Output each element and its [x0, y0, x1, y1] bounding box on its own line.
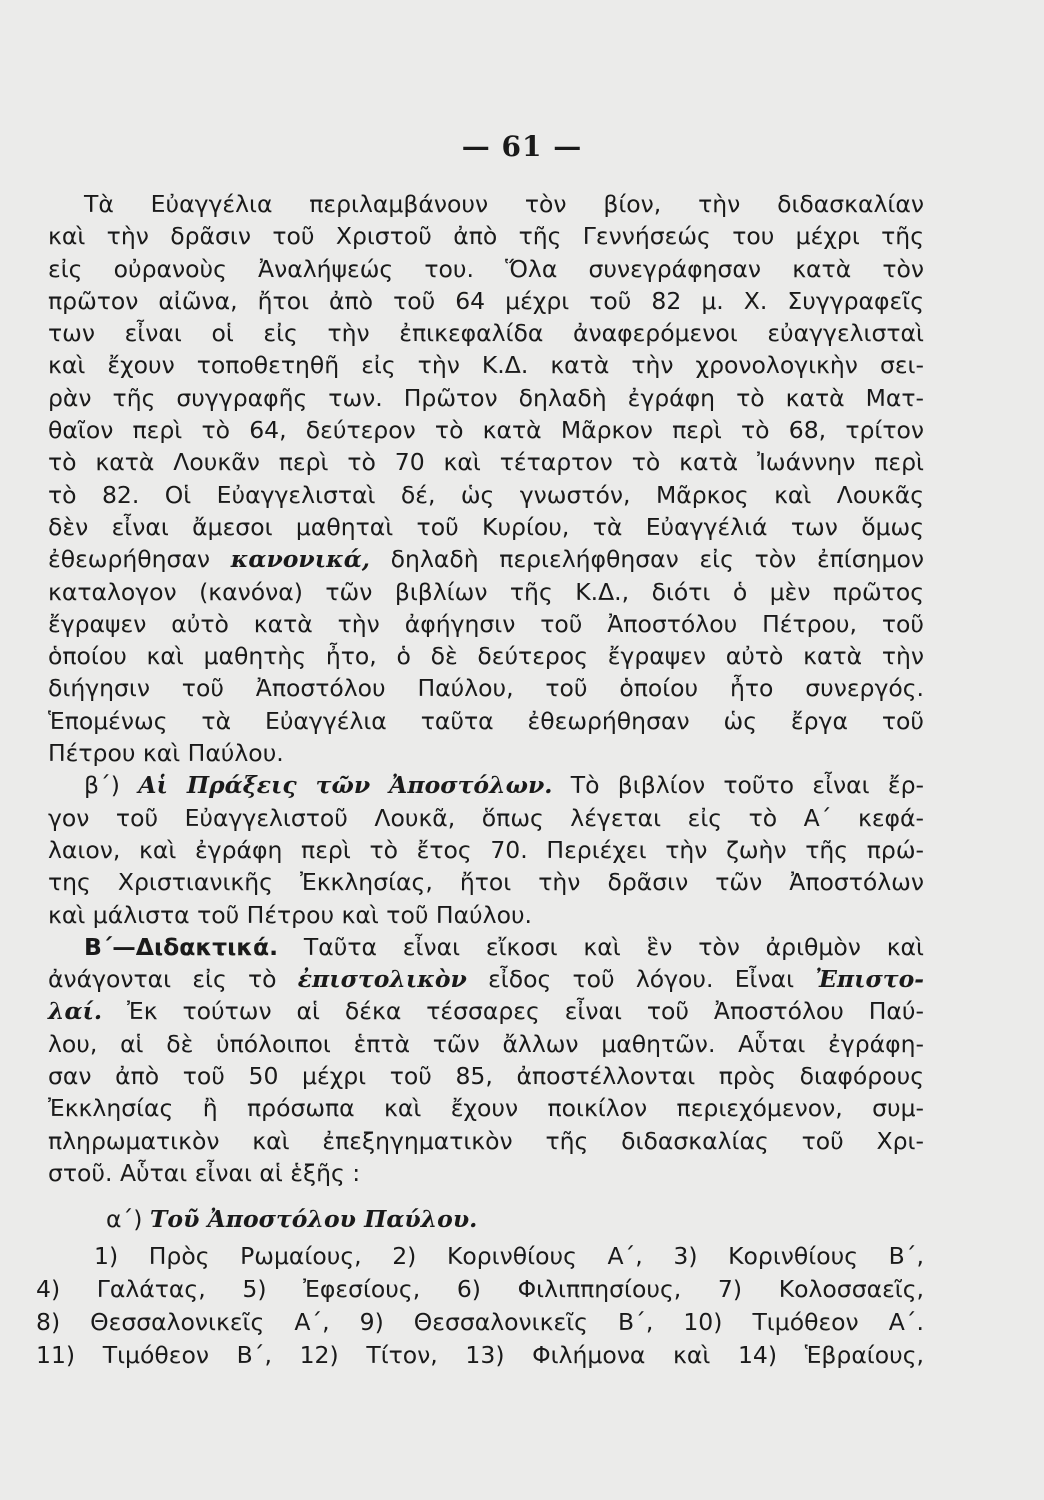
text-line: τὸ κατὰ Λουκᾶν περὶ τὸ 70 καὶ τέταρτον τὸ κατὰ Ἰωάννην περὶ	[48, 448, 924, 477]
text-line: Ἑπομένως τὰ Εὐαγγέλια ταῦτα ἐθεωρήθησαν ὡς ἔργα τοῦ	[48, 706, 924, 735]
section-label: β΄)	[84, 771, 120, 800]
emphasis-term: ἐπιστολικὸν	[297, 965, 467, 994]
subsection-heading-line	[48, 1203, 924, 1235]
text-line: της Χριστιανικῆς Ἐκκλησίας, ἤτοι τὴν δρᾶσιν τῶν Ἀποστόλων	[48, 868, 924, 897]
text-line: πληρωματικὸν καὶ ἐπεξηγηματικὸν τῆς διδασκαλίας τοῦ Χρι-	[48, 1126, 924, 1155]
text-segment: Τὸ βιβλίον τοῦτο εἶναι ἔρ-	[552, 771, 924, 800]
text-line: Ἐκκλησίας ἢ πρόσωπα καὶ ἔχουν ποικίλον περιεχόμενον, συμ-	[48, 1094, 924, 1123]
emphasis-term: κανονικά,	[230, 545, 370, 574]
text-segment: ἐθεωρήθησαν	[48, 545, 231, 574]
list-line: 11) Τιμόθεον Β΄, 12) Τίτον, 13) Φιλήμονα καὶ 14) Ἑβραίους,	[36, 1341, 924, 1369]
epistles-list	[36, 1240, 924, 1372]
list-line: 8) Θεσσαλονικεῖς Α΄, 9) Θεσσαλονικεῖς Β΄, 10) Τιμόθεον Α΄.	[36, 1308, 924, 1336]
section-heading: Β΄—Διδακτικά.	[84, 932, 279, 961]
text-line	[48, 963, 924, 995]
text-line	[48, 543, 924, 575]
text-segment: ἀνάγονται εἰς τὸ	[48, 965, 298, 994]
emphasis-term: λαί.	[48, 997, 103, 1026]
section-heading-line	[48, 931, 924, 963]
list-line: 1) Πρὸς Ρωμαίους, 2) Κορινθίους Α΄, 3) Κορινθίους Β΄,	[94, 1242, 924, 1270]
text-line: διήγησιν τοῦ Ἀποστόλου Παύλου, τοῦ ὁποίου ἦτο συνεργός.	[48, 674, 924, 703]
text-segment: δηλαδὴ περιελήφθησαν εἰς τὸν ἐπίσημον	[369, 545, 924, 574]
text-line: θαῖον περὶ τὸ 64, δεύτερον τὸ κατὰ Μᾶρκον περὶ τὸ 68, τρίτον	[48, 416, 924, 445]
text-line: καὶ ἔχουν τοποθετηθῆ εἰς τὴν Κ.Δ. κατὰ τὴν χρονολογικὴν σει-	[48, 351, 924, 380]
text-segment: Ἐκ τούτων αἱ δέκα τέσσαρες εἶναι τοῦ Ἀποστόλου Παύ-	[102, 997, 924, 1026]
text-segment: εἶδος τοῦ λόγου. Εἶναι	[466, 965, 816, 994]
text-line	[48, 995, 924, 1027]
subsection-label: α΄)	[106, 1205, 143, 1234]
text-line: καὶ μάλιστα τοῦ Πέτρου καὶ τοῦ Παύλου.	[48, 900, 533, 929]
text-line: ὁποίου καὶ μαθητὴς ἦτο, ὁ δὲ δεύτερος ἔγραψεν αὐτὸ κατὰ τὴν	[48, 642, 924, 671]
section-title: Αἱ Πράξεις τῶν Ἀποστόλων.	[138, 771, 553, 800]
text-line: ἔγραψεν αὐτὸ κατὰ τὴν ἀφήγησιν τοῦ Ἀποστόλου Πέτρου, τοῦ	[48, 609, 924, 638]
spacer	[48, 1189, 924, 1203]
text-line: πρῶτον αἰῶνα, ἤτοι ἀπὸ τοῦ 64 μέχρι τοῦ 82 μ. Χ. Συγγραφεῖς	[48, 286, 924, 315]
text-line: καὶ τὴν δρᾶσιν τοῦ Χριστοῦ ἀπὸ τῆς Γεννήσεώς του μέχρι τῆς	[48, 222, 924, 251]
page-number: — 61 —	[461, 130, 583, 163]
text-line: δὲν εἶναι ἄμεσοι μαθηταὶ τοῦ Κυρίου, τὰ Εὐαγγέλιά των ὅμως	[48, 512, 924, 541]
body-text	[48, 188, 924, 1236]
text-line: τὸ 82. Οἱ Εὐαγγελισταὶ δέ, ὡς γνωστόν, Μᾶρκος καὶ Λουκᾶς	[48, 480, 924, 509]
text-line: γον τοῦ Εὐαγγελιστοῦ Λουκᾶ, ὅπως λέγεται εἰς τὸ Α΄ κεφά-	[48, 803, 924, 832]
text-line: σαν ἀπὸ τοῦ 50 μέχρι τοῦ 85, ἀποστέλλονται πρὸς διαφόρους	[48, 1062, 924, 1091]
emphasis-term: Ἐπιστο-	[815, 965, 925, 994]
text-line: στοῦ. Αὗται εἶναι αἱ ἑξῆς :	[48, 1158, 361, 1187]
text-line: Πέτρου καὶ Παύλου.	[48, 739, 284, 768]
text-segment: Ταῦτα εἶναι εἴκοσι καὶ ἓν τὸν ἀριθμὸν καὶ	[278, 932, 924, 961]
text-line: λαιον, καὶ ἐγράφη περὶ τὸ ἔτος 70. Περιέχει τὴν ζωὴν τῆς πρώ-	[48, 835, 924, 864]
list-line: 4) Γαλάτας, 5) Ἐφεσίους, 6) Φιλιππησίους, 7) Κολοσσαεῖς,	[36, 1275, 924, 1303]
text-line: λου, αἱ δὲ ὑπόλοιποι ἑπτὰ τῶν ἄλλων μαθητῶν. Αὗται ἐγράφη-	[48, 1029, 924, 1058]
section-heading-line	[48, 769, 924, 801]
subsection-title: Τοῦ Ἀποστόλου Παύλου.	[149, 1205, 478, 1234]
text-line: εἰς οὐρανοὺς Ἀναλήψεώς του. Ὅλα συνεγράφησαν κατὰ τὸν	[48, 254, 924, 283]
text-line: καταλογον (κανόνα) τῶν βιβλίων τῆς Κ.Δ., διότι ὁ μὲν πρῶτος	[48, 577, 924, 606]
text-line: Τὰ Εὐαγγέλια περιλαμβάνουν τὸν βίον, τὴν διδασκαλίαν	[84, 190, 924, 218]
text-line: ρὰν τῆς συγγραφῆς των. Πρῶτον δηλαδὴ ἐγράφη τὸ κατὰ Ματ-	[48, 383, 924, 412]
text-line: των εἶναι οἱ εἰς τὴν ἐπικεφαλίδα ἀναφερόμενοι εὐαγγελισταὶ	[48, 319, 924, 348]
